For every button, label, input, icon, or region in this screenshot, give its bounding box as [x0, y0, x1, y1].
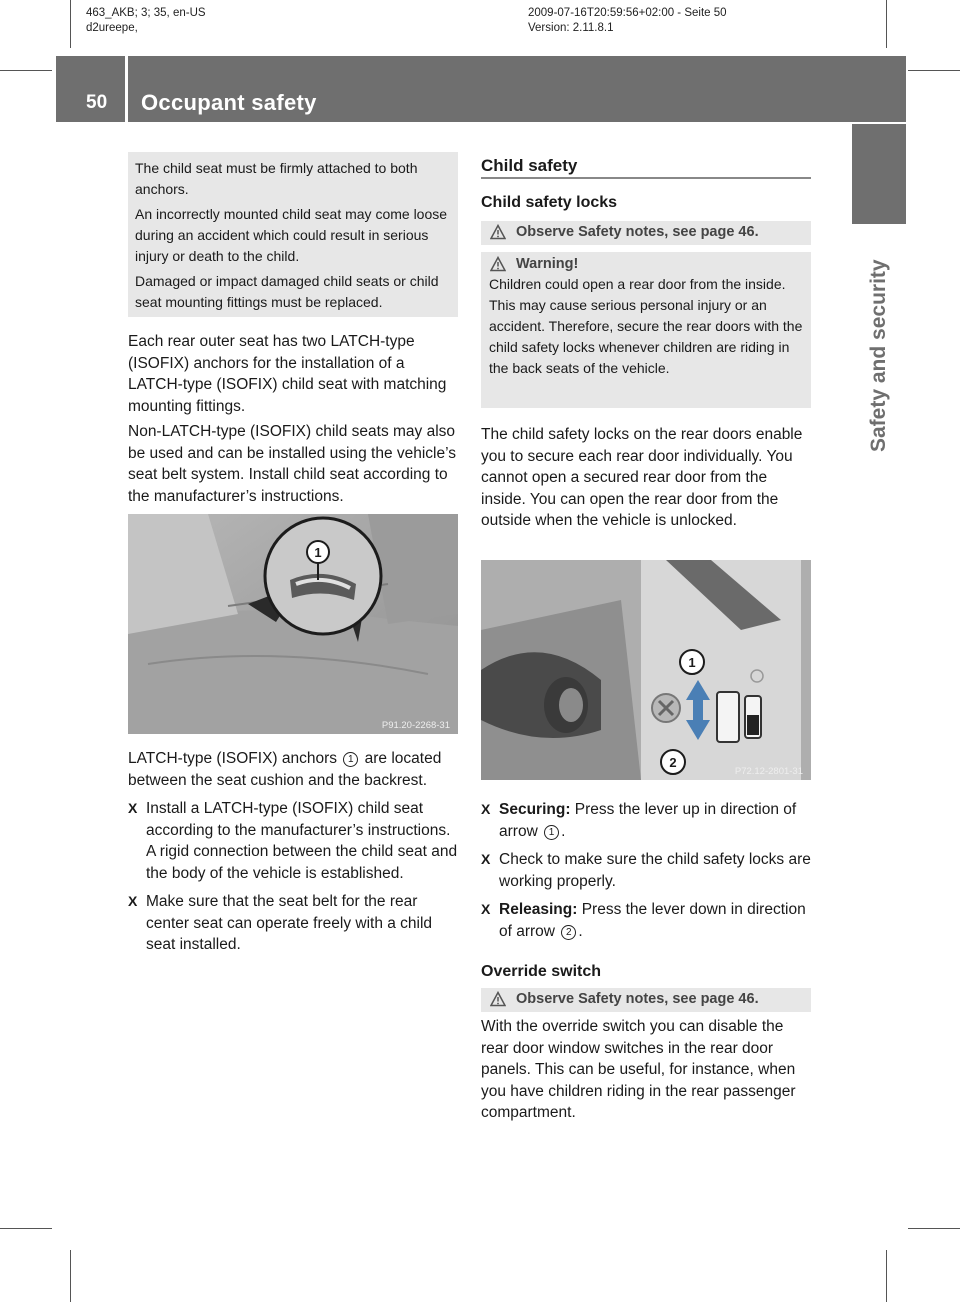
note-text: The child seat must be firmly attached to both anchors. — [135, 160, 418, 197]
figure-callout-2: 2 — [669, 755, 677, 770]
figure-callout-1: 1 — [314, 545, 322, 560]
paragraph: Each rear outer seat has two LATCH-type (ISOFIX) anchors for the installation of a LATCH-type (ISOFIX) child seat with matching mounting fittings. — [128, 333, 447, 415]
crop-mark — [70, 0, 71, 48]
step-marker: X — [128, 800, 138, 816]
instruction-step — [128, 891, 462, 956]
crop-mark — [908, 70, 960, 71]
paragraph: Non-LATCH-type (ISOFIX) child seats may also be used and can be installed using the vehicle’s seat belt system. Install child seat according to the manufacturer’s instructions. — [128, 423, 457, 505]
step-text: Install a LATCH-type (ISOFIX) child seat according to the manufacturer’s instructions. — [146, 800, 451, 839]
note-text: Damaged or impact damaged child seats or child seat mounting fittings must be replaced. — [135, 273, 439, 310]
callout-ref-1: 1 — [343, 752, 358, 767]
step-label: Securing: — [499, 801, 571, 818]
right-instructions — [481, 799, 815, 942]
section-title: Child safety — [481, 156, 578, 175]
step-text: Make sure that the seat belt for the rear center seat can operate freely with a child seat installed. — [146, 893, 433, 953]
seat-anchor-figure — [128, 514, 458, 734]
print-meta-right — [528, 6, 727, 36]
warning-triangle-icon — [490, 256, 506, 272]
page-number: 50 — [86, 92, 108, 113]
callout-ref-2: 2 — [561, 925, 576, 940]
instruction-step — [481, 849, 815, 892]
anchors-text: LATCH-type (ISOFIX) anchors — [128, 750, 338, 767]
figure-callout-1: 1 — [688, 655, 696, 670]
instruction-step — [481, 799, 815, 842]
subsection-title: Child safety locks — [481, 194, 618, 211]
subsection-title: Override switch — [481, 963, 602, 980]
warning-triangle-icon — [490, 224, 506, 240]
left-intro — [128, 331, 462, 507]
meta-text: 2009-07-16T20:59:56+02:00 - Seite 50 — [528, 7, 727, 19]
figure-code: P72.12-2801-31 — [734, 766, 803, 777]
left-instructions — [128, 748, 462, 956]
observe-text: Observe Safety notes, see page 46. — [516, 991, 759, 1007]
header-divider — [125, 56, 128, 122]
instruction-step — [481, 899, 815, 942]
warning-triangle-icon — [490, 991, 506, 1007]
crop-mark — [70, 1250, 71, 1302]
observe-text: Observe Safety notes, see page 46. — [516, 224, 759, 240]
warning-title: Warning! — [516, 256, 579, 272]
step-marker: X — [481, 801, 491, 817]
meta-text: 463_AKB; 3; 35, en-US — [86, 7, 206, 19]
child-lock-illustration — [481, 560, 811, 780]
override-paragraph: With the override switch you can disable the rear door window switches in the rear door panels. This can be useful, for instance, when you have children riding in the rear passenger compartment. — [481, 1018, 796, 1121]
locks-paragraph: The child safety locks on the rear doors enable you to secure each rear door individually. You cannot open a secured rear door from the inside. You can open the rear door from the outside when the vehicle is unlocked. — [481, 426, 803, 529]
observe-notice — [481, 221, 811, 245]
warning-text: Children could open a rear door from the inside. This may cause serious personal injury or an accident. Therefore, secure the rear doors with the child safety locks whenever children are riding in the back seats of the vehicle. — [489, 276, 803, 376]
note-text: An incorrectly mounted child seat may come loose during an accident which could result in serious injury or death to the child. — [135, 206, 448, 264]
anchors-text: are located between the seat cushion and the backrest. — [128, 750, 442, 789]
step-marker: X — [128, 893, 138, 909]
note-box — [128, 152, 458, 317]
instruction-step — [128, 798, 462, 884]
crop-mark — [908, 1228, 960, 1229]
figure-code: P91.20-2268-31 — [381, 720, 450, 731]
crop-mark — [886, 0, 887, 48]
meta-text: d2ureepe, — [86, 22, 138, 34]
child-lock-figure — [481, 560, 811, 780]
step-body: Press the lever up in direction of arrow — [499, 801, 797, 840]
meta-text: Version: 2.11.8.1 — [528, 22, 614, 34]
step-result: A rigid connection between the child seat and the body of the vehicle is established. — [146, 843, 458, 882]
anchors-paragraph — [128, 748, 462, 791]
crop-mark — [0, 1228, 52, 1229]
step-text: Check to make sure the child safety locks are working properly. — [499, 851, 811, 890]
step-body: Press the lever down in direction of arrow — [499, 901, 806, 940]
seat-anchor-illustration — [128, 514, 458, 734]
crop-mark — [886, 1250, 887, 1302]
side-tab-label: Safety and security — [867, 259, 890, 452]
step-text: Releasing: Press the lever down in direction of arrow 2 . — [499, 901, 806, 940]
callout-ref-1: 1 — [544, 825, 559, 840]
page-title: Occupant safety — [141, 90, 317, 115]
warning-box — [481, 252, 811, 408]
print-meta-left — [86, 6, 206, 36]
observe-notice — [481, 988, 811, 1012]
step-marker: X — [481, 851, 491, 867]
crop-mark — [0, 70, 52, 71]
step-text: Securing: Press the lever up in direction of arrow 1 . — [499, 801, 797, 840]
section-rule — [481, 177, 811, 179]
step-marker: X — [481, 901, 491, 917]
step-label: Releasing: — [499, 901, 578, 918]
